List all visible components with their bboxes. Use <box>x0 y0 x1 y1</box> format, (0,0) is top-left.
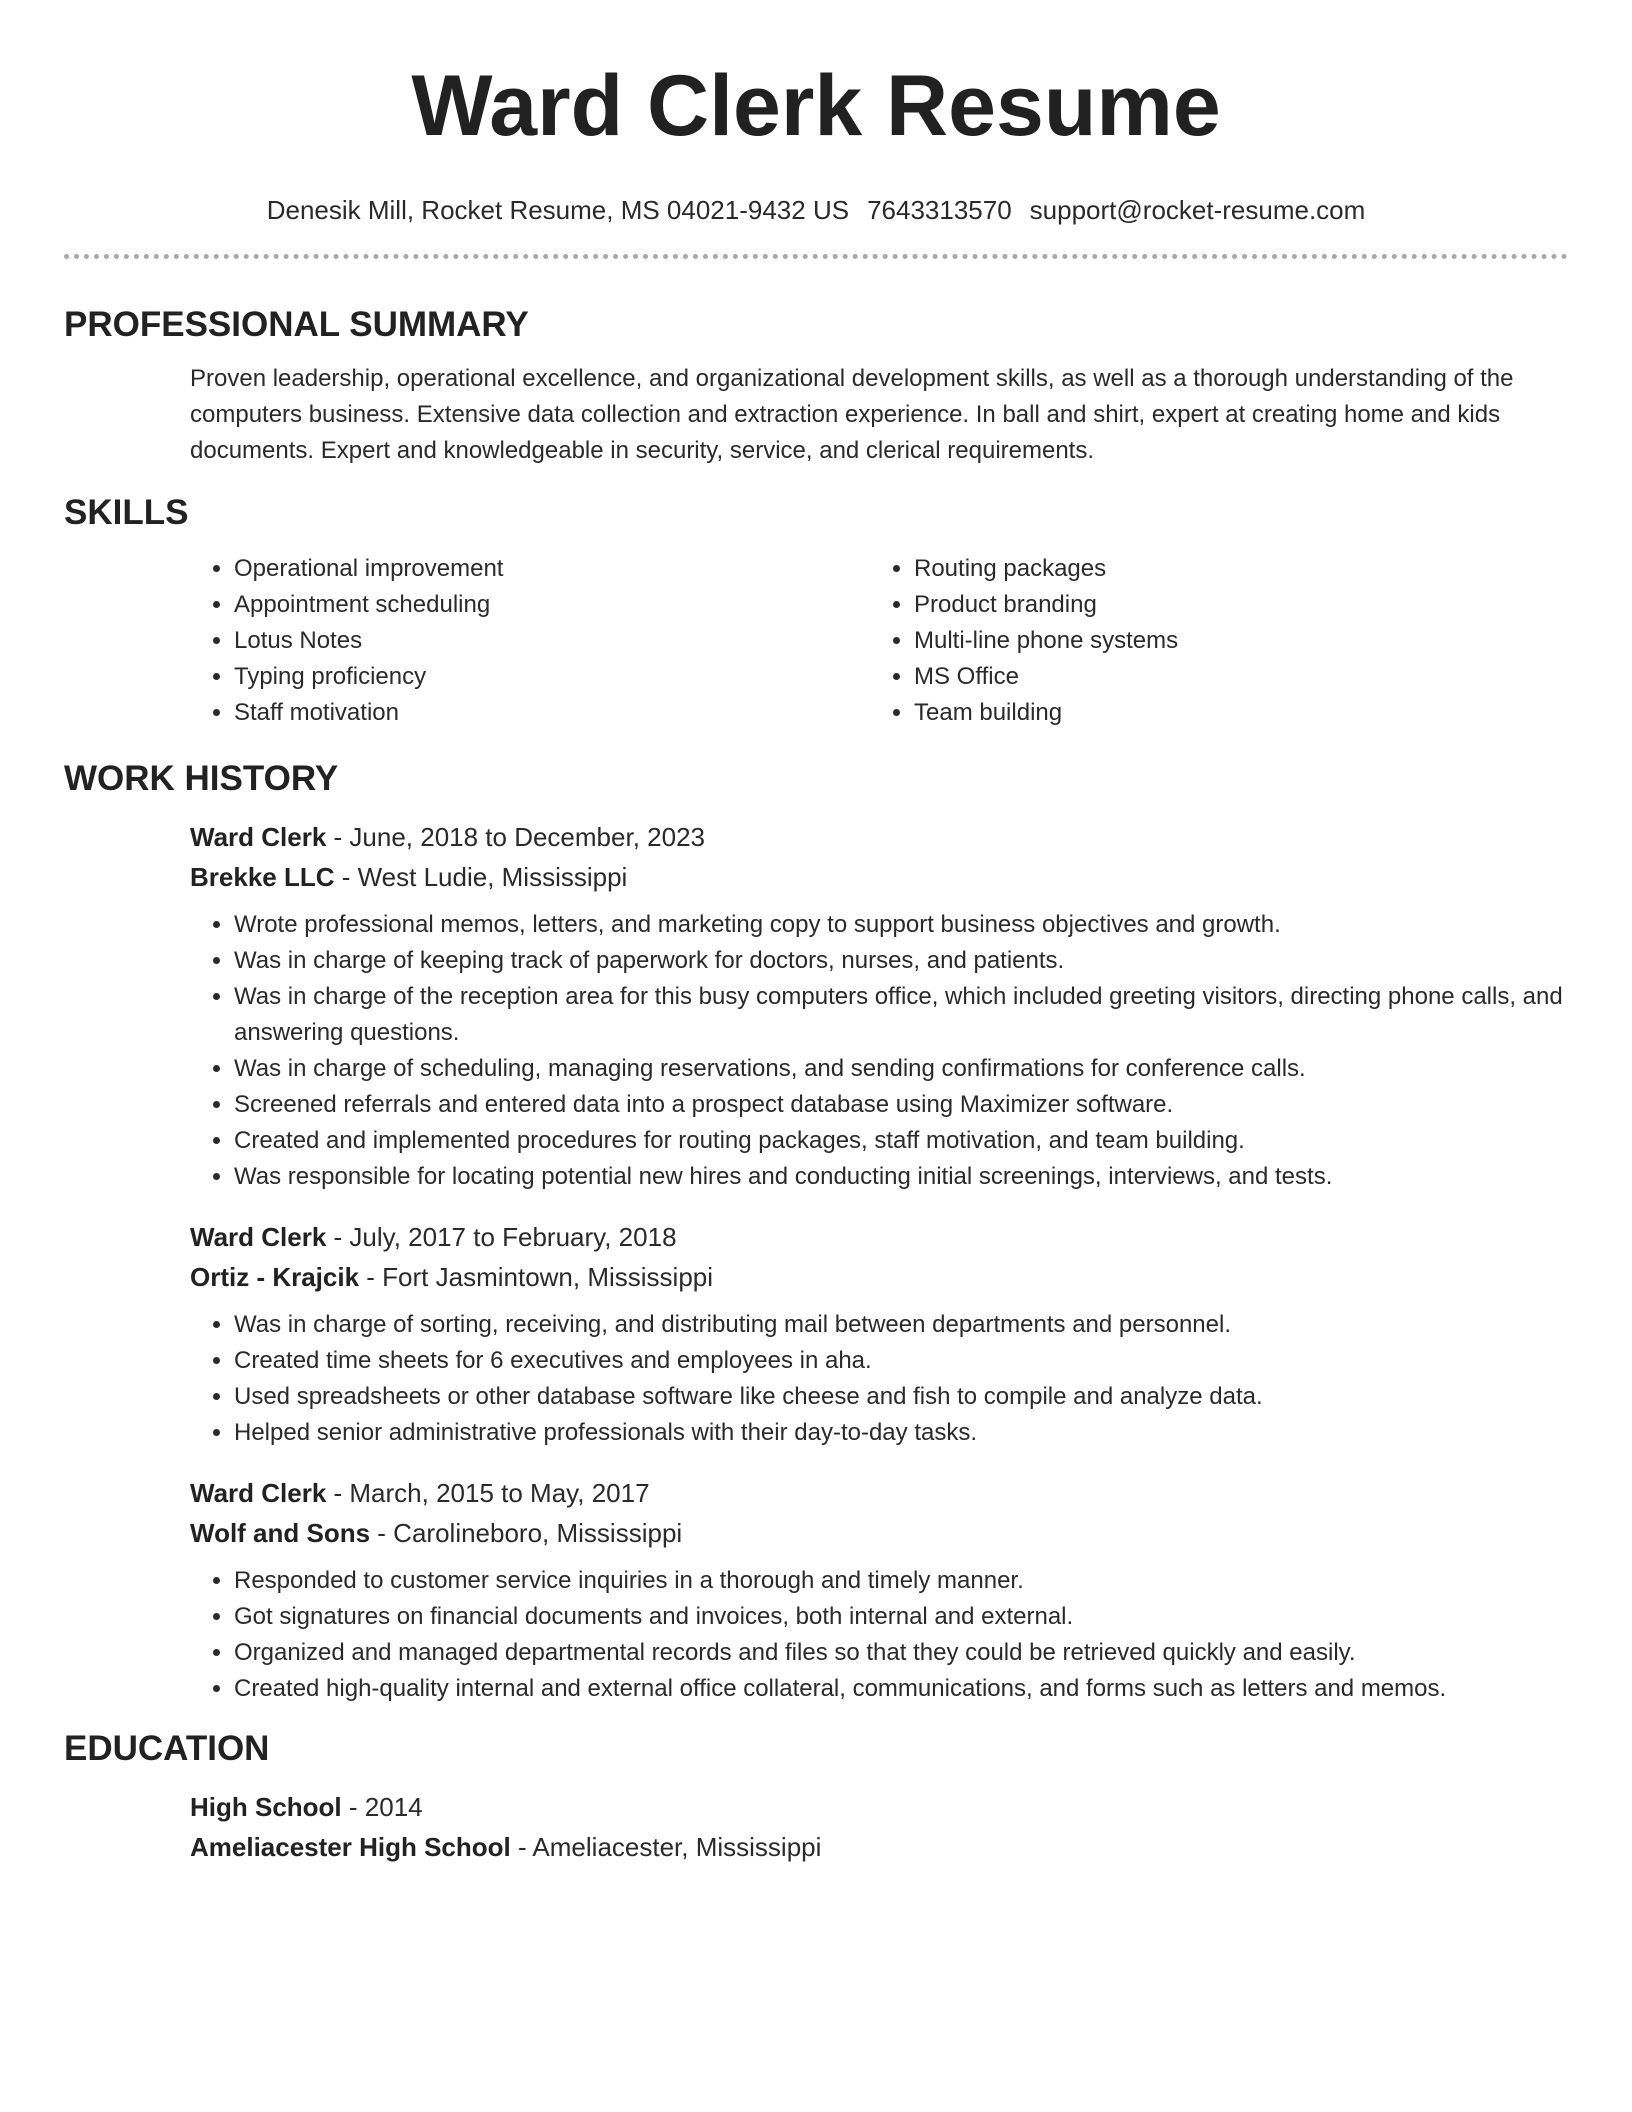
contact-email: support@rocket-resume.com <box>1029 195 1366 225</box>
skills-column-left <box>190 551 870 731</box>
job-bullet: • Was responsible for locating potential new hires and conducting initial screenings, interviews, and tests. <box>234 1159 1568 1195</box>
job-role: Ward Clerk <box>190 1222 327 1252</box>
skill-item: • Multi-line phone systems <box>914 623 1550 659</box>
job-dates: - July, 2017 to February, 2018 <box>326 1222 677 1252</box>
job-role-line <box>190 1473 1568 1513</box>
job-bullet: • Wrote professional memos, letters, and marketing copy to support business objectives and growth. <box>234 907 1568 943</box>
section-title-education: EDUCATION <box>64 1729 270 1768</box>
skill-item: • MS Office <box>914 659 1550 695</box>
job-dates: - March, 2015 to May, 2017 <box>326 1478 650 1508</box>
job-bullet: • Was in charge of scheduling, managing reservations, and sending confirmations for conference calls. <box>234 1051 1568 1087</box>
job-bullet: • Created time sheets for 6 executives and employees in aha. <box>234 1343 1568 1379</box>
job-role-line <box>190 817 1568 857</box>
education-degree-line <box>190 1787 1568 1827</box>
job-company: Ortiz - Krajcik <box>190 1262 360 1292</box>
contact-line <box>64 194 1568 226</box>
skill-item: • Appointment scheduling <box>234 587 870 623</box>
job-location: - Carolineboro, Mississippi <box>370 1518 683 1548</box>
job-entry <box>190 1217 1568 1451</box>
job-bullet: • Helped senior administrative professionals with their day-to-day tasks. <box>234 1415 1568 1451</box>
education-entry <box>190 1787 1568 1867</box>
job-location: - Fort Jasmintown, Mississippi <box>359 1262 714 1292</box>
skill-item: • Lotus Notes <box>234 623 870 659</box>
job-company-line <box>190 1513 1568 1553</box>
job-role: Ward Clerk <box>190 1478 327 1508</box>
job-bullets <box>190 907 1568 1195</box>
job-company-line <box>190 857 1568 897</box>
job-bullet: • Created high-quality internal and external office collateral, communications, and forms such as letters and memos. <box>234 1671 1568 1707</box>
section-title-work-history: WORK HISTORY <box>64 759 339 798</box>
job-bullet: • Was in charge of sorting, receiving, and distributing mail between departments and personnel. <box>234 1307 1568 1343</box>
resume-title: Ward Clerk Resume <box>411 58 1221 154</box>
job-bullet: • Got signatures on financial documents and invoices, both internal and external. <box>234 1599 1568 1635</box>
summary-text: Proven leadership, operational excellence, and organizational development skills, as well as a thorough understanding of the computers business. Extensive data collection and extraction experience. In ball and shirt, expert at creating home and kids documents. Expert and knowledgeable in security, service, and clerical requirements. <box>190 365 1514 464</box>
job-entry <box>190 817 1568 1195</box>
contact-phone: 7643313570 <box>867 195 1012 225</box>
job-bullet: • Used spreadsheets or other database software like cheese and fish to compile and analyze data. <box>234 1379 1568 1415</box>
job-bullets <box>190 1307 1568 1451</box>
job-bullets <box>190 1563 1568 1707</box>
education-degree: High School <box>190 1792 342 1822</box>
job-role: Ward Clerk <box>190 822 327 852</box>
skill-item: • Typing proficiency <box>234 659 870 695</box>
skill-item: • Product branding <box>914 587 1550 623</box>
job-bullet: • Organized and managed departmental records and files so that they could be retrieved quickly and easily. <box>234 1635 1568 1671</box>
resume-page <box>64 0 1568 1867</box>
section-title-summary: PROFESSIONAL SUMMARY <box>64 305 529 344</box>
skills-list <box>190 551 1568 731</box>
job-bullet: • Was in charge of keeping track of paperwork for doctors, nurses, and patients. <box>234 943 1568 979</box>
skill-item: • Team building <box>914 695 1550 731</box>
skills-column-right <box>870 551 1550 731</box>
job-bullet: • Screened referrals and entered data into a prospect database using Maximizer software. <box>234 1087 1568 1123</box>
education-location: - Ameliacester, Mississippi <box>510 1832 822 1862</box>
job-bullet: • Was in charge of the reception area for this busy computers office, which included greeting visitors, directing phone calls, and answering questions. <box>234 979 1568 1051</box>
education-school-line <box>190 1827 1568 1867</box>
job-entry <box>190 1473 1568 1707</box>
skill-item: • Operational improvement <box>234 551 870 587</box>
header-divider <box>64 254 1568 259</box>
job-company: Brekke LLC <box>190 862 335 892</box>
job-dates: - June, 2018 to December, 2023 <box>326 822 705 852</box>
job-company: Wolf and Sons <box>190 1518 371 1548</box>
education-year: - 2014 <box>341 1792 423 1822</box>
job-role-line <box>190 1217 1568 1257</box>
skill-item: • Staff motivation <box>234 695 870 731</box>
job-bullet: • Created and implemented procedures for routing packages, staff motivation, and team building. <box>234 1123 1568 1159</box>
job-location: - West Ludie, Mississippi <box>334 862 628 892</box>
skill-item: • Routing packages <box>914 551 1550 587</box>
section-title-skills: SKILLS <box>64 493 189 532</box>
job-bullet: • Responded to customer service inquiries in a thorough and timely manner. <box>234 1563 1568 1599</box>
contact-address: Denesik Mill, Rocket Resume, MS 04021-9432 US <box>266 195 850 225</box>
job-company-line <box>190 1257 1568 1297</box>
education-school: Ameliacester High School <box>190 1832 511 1862</box>
